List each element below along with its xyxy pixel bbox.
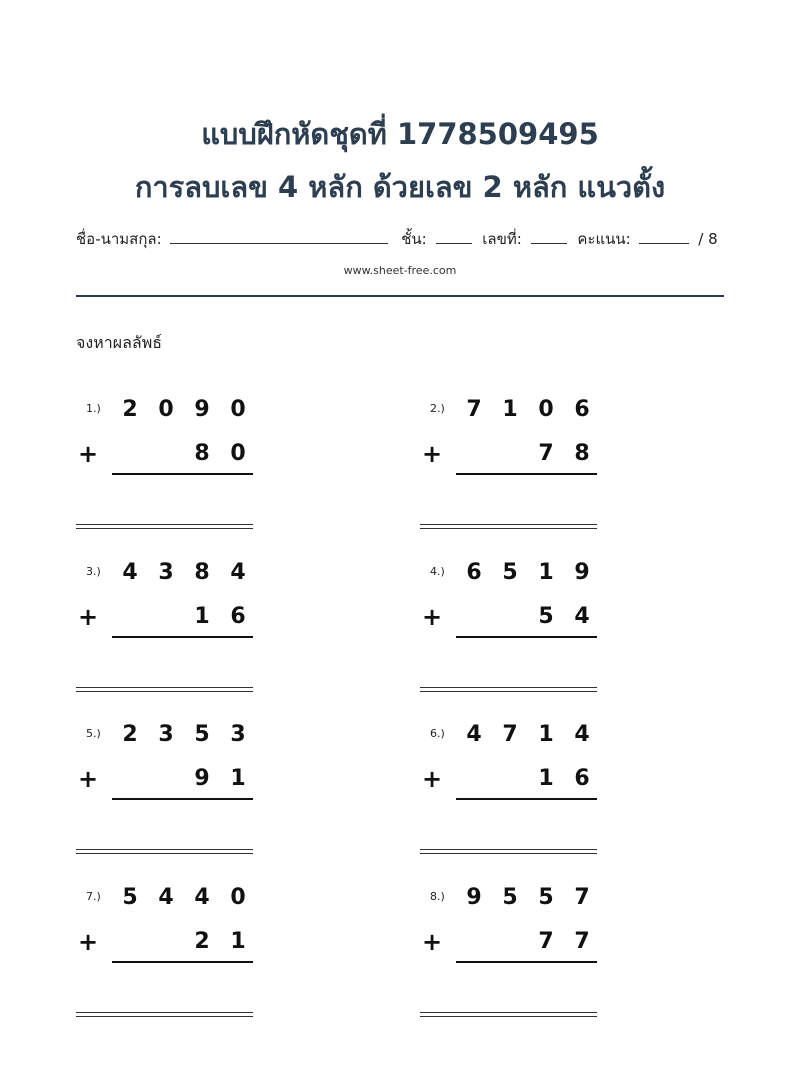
bottom-digit: 6: [574, 766, 590, 791]
top-digit: 6: [574, 397, 590, 422]
top-digit: 1: [538, 722, 554, 747]
header-divider: [76, 295, 724, 297]
answer-line[interactable]: [420, 1012, 597, 1017]
top-digit: 5: [194, 722, 210, 747]
top-digit: 8: [194, 560, 210, 585]
sum-line: [112, 636, 253, 638]
plus-sign: +: [78, 603, 99, 631]
answer-line[interactable]: [420, 524, 597, 529]
plus-sign: +: [78, 928, 99, 956]
problem-number: 8.): [430, 890, 445, 903]
top-digit: 4: [158, 885, 174, 910]
bottom-digit: 2: [194, 929, 210, 954]
bottom-digit: 1: [538, 766, 554, 791]
top-digit: 0: [538, 397, 554, 422]
bottom-digit: 1: [230, 929, 246, 954]
top-digit: 3: [158, 560, 174, 585]
instruction-text: จงหาผลลัพธ์: [76, 333, 163, 352]
top-digit: 3: [230, 722, 246, 747]
top-digit: 5: [538, 885, 554, 910]
top-digit: 6: [466, 560, 482, 585]
plus-sign: +: [422, 928, 443, 956]
sum-line: [112, 473, 253, 475]
name-label: ชื่อ-นามสกุล:: [76, 230, 162, 248]
problem-number: 1.): [86, 402, 101, 415]
top-digit: 4: [466, 722, 482, 747]
bottom-digit: 8: [574, 441, 590, 466]
plus-sign: +: [422, 440, 443, 468]
student-info-row: [76, 228, 724, 250]
bottom-digit: 5: [538, 604, 554, 629]
problem-number: 2.): [430, 402, 445, 415]
top-digit: 9: [194, 397, 210, 422]
plus-sign: +: [422, 603, 443, 631]
top-digit: 7: [574, 885, 590, 910]
sum-line: [456, 798, 597, 800]
problem-number: 7.): [86, 890, 101, 903]
problem-4: [420, 559, 620, 699]
answer-line[interactable]: [76, 687, 253, 692]
answer-line[interactable]: [76, 849, 253, 854]
bottom-digit: 6: [230, 604, 246, 629]
bottom-digit: 7: [538, 929, 554, 954]
class-blank: [436, 229, 472, 244]
problem-8: [420, 884, 620, 1024]
name-blank: [170, 229, 388, 244]
top-digit: 2: [122, 397, 138, 422]
top-digit: 5: [502, 885, 518, 910]
bottom-digit: 0: [230, 441, 246, 466]
worksheet-title: แบบฝึกหัดชุดที่ 1778509495: [201, 117, 599, 151]
bottom-digit: 8: [194, 441, 210, 466]
top-digit: 5: [502, 560, 518, 585]
number-blank: [531, 229, 567, 244]
top-digit: 7: [466, 397, 482, 422]
number-label: เลขที่:: [482, 230, 522, 248]
class-label: ชั้น:: [401, 230, 427, 248]
problem-1: [76, 396, 276, 536]
answer-line[interactable]: [420, 849, 597, 854]
problem-5: [76, 721, 276, 861]
top-digit: 0: [230, 885, 246, 910]
problem-number: 5.): [86, 727, 101, 740]
plus-sign: +: [78, 440, 99, 468]
plus-sign: +: [78, 765, 99, 793]
top-digit: 1: [502, 397, 518, 422]
problem-number: 4.): [430, 565, 445, 578]
problem-7: [76, 884, 276, 1024]
sum-line: [456, 473, 597, 475]
bottom-digit: 1: [230, 766, 246, 791]
sum-line: [456, 636, 597, 638]
top-digit: 4: [574, 722, 590, 747]
top-digit: 4: [122, 560, 138, 585]
problem-2: [420, 396, 620, 536]
bottom-digit: 9: [194, 766, 210, 791]
problem-6: [420, 721, 620, 861]
top-digit: 4: [230, 560, 246, 585]
answer-line[interactable]: [76, 524, 253, 529]
top-digit: 1: [538, 560, 554, 585]
plus-sign: +: [422, 765, 443, 793]
top-digit: 4: [194, 885, 210, 910]
worksheet-subtitle: การลบเลข 4 หลัก ด้วยเลข 2 หลัก แนวตั้ง: [134, 170, 666, 204]
problem-3: [76, 559, 276, 699]
website-url: www.sheet-free.com: [343, 264, 457, 277]
sum-line: [456, 961, 597, 963]
top-digit: 5: [122, 885, 138, 910]
top-digit: 9: [466, 885, 482, 910]
top-digit: 2: [122, 722, 138, 747]
score-label: คะแนน:: [577, 230, 631, 248]
answer-line[interactable]: [76, 1012, 253, 1017]
bottom-digit: 4: [574, 604, 590, 629]
bottom-digit: 1: [194, 604, 210, 629]
top-digit: 3: [158, 722, 174, 747]
top-digit: 7: [502, 722, 518, 747]
top-digit: 0: [158, 397, 174, 422]
score-total: / 8: [698, 230, 718, 248]
problem-number: 3.): [86, 565, 101, 578]
top-digit: 9: [574, 560, 590, 585]
top-digit: 0: [230, 397, 246, 422]
problem-number: 6.): [430, 727, 445, 740]
sum-line: [112, 961, 253, 963]
bottom-digit: 7: [574, 929, 590, 954]
sum-line: [112, 798, 253, 800]
answer-line[interactable]: [420, 687, 597, 692]
score-blank: [639, 229, 689, 244]
bottom-digit: 7: [538, 441, 554, 466]
